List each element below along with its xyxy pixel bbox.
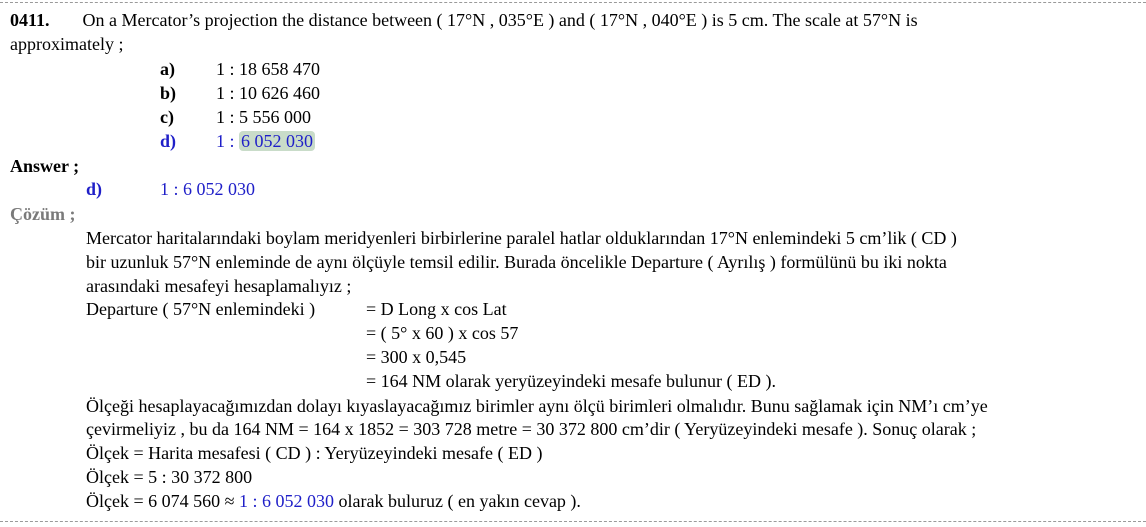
departure-step-1: = D Long x cos Lat: [366, 299, 507, 319]
solution-para1-line3: arasındaki mesafeyi hesaplamalıyız ;: [86, 276, 352, 296]
option-a-value: 1 : 18 658 470: [216, 59, 321, 79]
answer-value: 1 : 6 052 030: [160, 179, 256, 199]
option-d-highlight: 6 052 030: [241, 131, 314, 151]
question-line-1: [10, 9, 918, 31]
answer-heading: Answer ;: [10, 156, 80, 176]
departure-step-3: = 300 x 0,545: [366, 347, 467, 367]
scale-line-3-suffix: olarak buluruz ( en yakın cevap ).: [334, 491, 581, 511]
scale-line-2: Ölçek = 5 : 30 372 800: [86, 467, 253, 487]
solution-heading: Çözüm ;: [10, 204, 76, 224]
departure-step-2: = ( 5° x 60 ) x cos 57: [366, 323, 519, 343]
option-d-value: [216, 130, 315, 152]
solution-para2-line2: çevirmeliyiz , bu da 164 NM = 164 x 1852 = 303 728 metre = 30 372 800 cm’dir ( Yeryüzeyindeki mesafe ). Sonuç olarak ;: [86, 419, 977, 439]
answer-letter: d): [86, 179, 103, 199]
question-text-2: approximately ;: [10, 34, 124, 54]
top-divider: [0, 2, 1146, 3]
scale-line-3-answer: 1 : 6 052 030: [239, 491, 335, 511]
option-b-letter: b): [160, 83, 177, 103]
question-text-1: On a Mercator’s projection the distance between ( 17°N , 035°E ) and ( 17°N , 040°E ) is 5 cm. The scale at 57°N is: [82, 10, 918, 30]
option-a-letter: a): [160, 59, 175, 79]
option-c-letter: c): [160, 107, 174, 127]
option-d-prefix: 1 :: [216, 131, 240, 151]
scale-line-1: Ölçek = Harita mesafesi ( CD ) : Yeryüzeyindeki mesafe ( ED ): [86, 443, 543, 463]
solution-para1-line1: Mercator haritalarındaki boylam meridyenleri birbirlerine paralel hatlar olduklarından 17°N enlemindeki 5 cm’lik ( CD ): [86, 228, 957, 248]
option-d-letter: d): [160, 131, 177, 151]
solution-para2-line1: Ölçeği hesaplayacağımızdan dolayı kıyaslayacağımız birimler aynı ölçü birimleri olmalıdır. Bunu sağlamak için NM’ı cm’ye: [86, 396, 988, 416]
scale-line-3-prefix: Ölçek = 6 074 560 ≈: [86, 491, 240, 511]
departure-step-4: = 164 NM olarak yeryüzeyindeki mesafe bulunur ( ED ).: [366, 371, 777, 391]
option-c-value: 1 : 5 556 000: [216, 107, 312, 127]
departure-label: Departure ( 57°N enlemindeki ): [86, 299, 316, 319]
option-b-value: 1 : 10 626 460: [216, 83, 321, 103]
bottom-divider: [0, 521, 1146, 522]
solution-para1-line2: bir uzunluk 57°N enleminde de aynı ölçüyle temsil edilir. Burada öncelikle Departure ( Ayrılış ) formülünü bu iki nokta: [86, 252, 947, 272]
question-number: 0411.: [10, 10, 50, 30]
scale-line-3: [86, 490, 581, 512]
